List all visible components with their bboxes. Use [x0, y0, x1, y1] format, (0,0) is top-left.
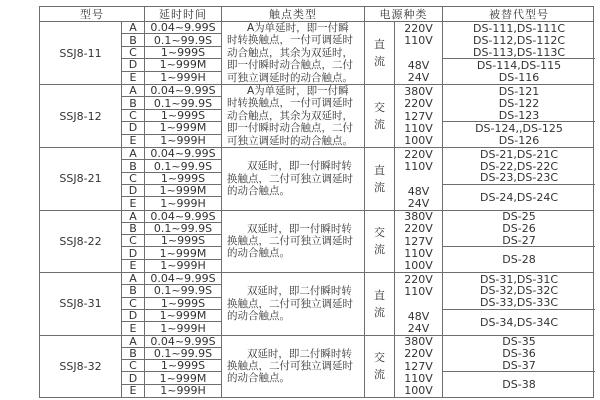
voltage-value: 110V: [404, 34, 433, 48]
model-block: [40, 147, 593, 209]
replaced-model-value: DS-112,DS-112C: [472, 33, 565, 47]
letter-cell: A: [122, 273, 145, 285]
replaced-models-cell-top: [443, 85, 595, 122]
power-type-label: 直流: [374, 288, 385, 319]
letter-cell: E: [122, 72, 145, 84]
letter-cell: A: [122, 336, 145, 348]
voltage-value: 127V: [404, 109, 433, 123]
letter-cell: C: [122, 47, 145, 59]
delay-time-cell: 0.1~99.9S: [145, 348, 222, 360]
replaced-model-value: DS-33,DS-33C: [479, 296, 558, 310]
power-type-label: 直流: [374, 38, 385, 69]
delay-time-cell: 0.04~9.99S: [145, 273, 222, 285]
delay-time-cell: 0.04~9.99S: [145, 336, 222, 348]
voltage-value: 380V: [404, 85, 433, 98]
letter-cell: A: [122, 211, 145, 223]
replaced-model-value: DS-31,DS-31C: [479, 273, 558, 286]
column-header-contact-type: 触点类型: [222, 7, 365, 21]
replaced-model-value: DS-26: [502, 222, 536, 235]
voltage-value: 48V: [407, 309, 430, 323]
voltage-cell: [395, 273, 443, 334]
power-type-cell: [365, 273, 395, 334]
contact-type-text: 双延时，即二付瞬时转换触点，二付可独立调延时的动合触点。: [227, 285, 353, 322]
letter-cell: A: [122, 85, 145, 97]
voltage-cell: [395, 22, 443, 84]
replaced-model-value: DS-126: [498, 134, 540, 148]
replaced-model-value: DS-27: [502, 233, 536, 247]
letter-cell: B: [122, 160, 145, 172]
model-cell: SSJ8-31: [40, 273, 122, 334]
voltage-value: 110V: [404, 160, 433, 173]
model-block: [40, 22, 593, 84]
delay-time-cell: 0.1~99.9S: [145, 97, 222, 109]
column-header-power-type: 电源种类: [365, 7, 443, 21]
replaced-model-value: DS-111,DS-111C: [472, 22, 565, 35]
letter-cell: E: [122, 385, 145, 397]
delay-time-cell: 1~999M: [145, 59, 222, 71]
delay-time-cell: 1~999S: [145, 360, 222, 372]
power-type-label: 直流: [374, 163, 385, 194]
voltage-value: 24V: [407, 196, 430, 210]
replaced-model-value: DS-122: [498, 96, 540, 110]
delay-time-cell: 0.1~99.9S: [145, 223, 222, 235]
letter-cell: C: [122, 110, 145, 122]
voltage-value: [395, 173, 442, 185]
table-header-row: [40, 7, 593, 22]
replaced-model-value: DS-24,DS-24C: [479, 190, 558, 204]
replaced-models-cell-bottom: [443, 185, 595, 210]
voltage-value: 100V: [404, 384, 433, 397]
replaced-models-cell-bottom: [443, 59, 595, 84]
power-type-cell: [365, 85, 395, 147]
delay-time-cell: 1~999S: [145, 173, 222, 185]
contact-type-cell: [222, 273, 365, 334]
delay-time-cell: 1~999H: [145, 260, 222, 272]
delay-time-cell: 1~999M: [145, 247, 222, 259]
voltage-value: 48V: [407, 184, 430, 198]
power-type-cell: [365, 211, 395, 272]
replaced-models-cell-bottom: [443, 247, 595, 272]
replaced-model-value: DS-34,DS-34C: [479, 315, 558, 329]
letter-cell: A: [122, 148, 145, 160]
letter-cell: D: [122, 372, 145, 384]
letter-cell: E: [122, 197, 145, 209]
model-block: [40, 84, 593, 147]
delay-time-cell: 1~999M: [145, 310, 222, 322]
power-type-cell: [365, 22, 395, 84]
delay-time-cell: 1~999M: [145, 185, 222, 197]
letter-cell: B: [122, 348, 145, 360]
replaced-model-value: DS-37: [502, 358, 536, 372]
delay-time-cell: 1~999H: [145, 322, 222, 334]
voltage-value: 24V: [407, 71, 430, 85]
voltage-value: 220V: [404, 222, 433, 236]
letter-cell: C: [122, 360, 145, 372]
voltage-value: [395, 298, 442, 310]
delay-time-cell: 0.04~9.99S: [145, 148, 222, 160]
letter-cell: D: [122, 247, 145, 259]
letter-cell: E: [122, 322, 145, 334]
delay-time-cell: 0.04~9.99S: [145, 85, 222, 97]
voltage-value: 24V: [407, 321, 430, 335]
replaced-models-cell-top: [443, 22, 595, 59]
replaced-models-cell-top: [443, 273, 595, 310]
letter-cell: D: [122, 310, 145, 322]
voltage-value: 220V: [404, 97, 433, 111]
voltage-value: 100V: [404, 134, 433, 148]
voltage-value: 100V: [404, 259, 433, 273]
replaced-model-value: DS-22,DS-22C: [479, 159, 558, 173]
model-block: [40, 210, 593, 272]
contact-type-cell: [222, 22, 365, 84]
delay-time-cell: 1~999S: [145, 47, 222, 59]
replaced-models-cell-top: [443, 148, 595, 185]
letter-cell: B: [122, 223, 145, 235]
contact-type-text: 双延时，即一付瞬时转换触点，二付可独立调延时的动合触点。: [227, 222, 353, 260]
replaced-models-cell-bottom: [443, 122, 595, 147]
model-cell: SSJ8-11: [40, 22, 122, 84]
letter-cell: D: [122, 185, 145, 197]
delay-time-cell: 1~999M: [145, 122, 222, 134]
replaced-models-cell-bottom: [443, 372, 595, 397]
replaced-model-value: DS-38: [502, 378, 536, 392]
letter-cell: A: [122, 22, 145, 34]
voltage-cell: [395, 336, 443, 397]
replaced-models-cell-top: [443, 336, 595, 373]
letter-cell: B: [122, 34, 145, 46]
replaced-models-cell-bottom: [443, 310, 595, 335]
replaced-model-value: DS-35: [502, 335, 536, 348]
contact-type-text: 双延时，即二付瞬时转换触点，二付可独立调延时的动合触点。: [227, 347, 353, 385]
letter-cell: C: [122, 173, 145, 185]
letter-cell: E: [122, 135, 145, 147]
contact-type-text: A为单延时，即一付瞬时转换触点，一付可调延时动合触点，其余为双延时，即一付瞬时动合触点，二付可独立调延时的动合触点。: [227, 85, 353, 147]
contact-type-text: A为单延时，即一付瞬时转换触点，一付可调延时动合触点，其余为双延时，即一付瞬时动合触点，二付可独立调延时的动合触点。: [227, 22, 353, 84]
model-cell: SSJ8-22: [40, 211, 122, 272]
voltage-value: 220V: [404, 148, 433, 161]
voltage-value: 110V: [404, 247, 433, 261]
letter-cell: B: [122, 285, 145, 297]
replaced-model-value: DS-23,DS-23C: [479, 171, 558, 185]
power-type-cell: [365, 336, 395, 397]
replaced-model-value: DS-114,DS-115: [476, 59, 562, 72]
voltage-value: 220V: [404, 273, 433, 286]
voltage-value: 127V: [404, 359, 433, 373]
letter-cell: C: [122, 298, 145, 310]
column-header-model: 型号: [40, 7, 145, 21]
replaced-models-cell-top: [443, 211, 595, 248]
delay-time-cell: 1~999H: [145, 385, 222, 397]
voltage-value: 127V: [404, 234, 433, 248]
delay-time-cell: 0.04~9.99S: [145, 211, 222, 223]
contact-type-cell: [222, 336, 365, 397]
column-header-replaced-model: 被替代型号: [489, 7, 549, 21]
power-type-cell: [365, 148, 395, 209]
contact-type-text: 双延时，即一付瞬时转换触点，二付可独立调延时的动合触点。: [227, 160, 353, 197]
delay-time-cell: 1~999S: [145, 235, 222, 247]
voltage-value: 220V: [404, 347, 433, 361]
replaced-model-value: DS-21,DS-21C: [479, 148, 558, 161]
replaced-model-value: DS-36: [502, 346, 536, 360]
voltage-cell: [395, 148, 443, 209]
model-cell: SSJ8-12: [40, 85, 122, 147]
voltage-value: 380V: [404, 335, 433, 349]
column-header-delay-time: 延时时间: [145, 7, 222, 21]
delay-time-cell: 1~999S: [145, 298, 222, 310]
voltage-value: 48V: [407, 58, 430, 72]
table-body: [40, 22, 593, 397]
delay-time-cell: 0.1~99.9S: [145, 160, 222, 172]
delay-time-cell: 1~999H: [145, 135, 222, 147]
power-type-label: 交流: [374, 351, 385, 382]
delay-time-cell: 1~999S: [145, 110, 222, 122]
model-cell: SSJ8-32: [40, 336, 122, 397]
replaced-model-value: DS-25: [502, 210, 536, 224]
letter-cell: E: [122, 260, 145, 272]
voltage-value: 220V: [404, 22, 433, 35]
delay-time-cell: 0.1~99.9S: [145, 285, 222, 297]
voltage-cell: [395, 211, 443, 272]
delay-time-cell: 1~999H: [145, 197, 222, 209]
letter-cell: D: [122, 59, 145, 71]
voltage-value: 110V: [404, 372, 433, 386]
replaced-model-value: DS-28: [502, 253, 536, 267]
voltage-value: 110V: [404, 284, 433, 298]
model-block: [40, 272, 593, 334]
model-cell: SSJ8-21: [40, 148, 122, 209]
voltage-value: 380V: [404, 210, 433, 224]
delay-time-cell: 1~999M: [145, 372, 222, 384]
delay-time-cell: 1~999H: [145, 72, 222, 84]
contact-type-cell: [222, 211, 365, 272]
replaced-model-value: DS-123: [498, 108, 540, 122]
relay-spec-table: [39, 6, 594, 398]
voltage-cell: [395, 85, 443, 147]
voltage-value: [395, 47, 442, 59]
contact-type-cell: [222, 85, 365, 147]
replaced-model-value: DS-113,DS-113C: [472, 45, 565, 59]
replaced-model-value: DS-116: [498, 71, 540, 85]
delay-time-cell: 0.1~99.9S: [145, 34, 222, 46]
contact-type-cell: [222, 148, 365, 209]
replaced-model-value: DS-124,,DS-125: [475, 122, 563, 135]
model-block: [40, 335, 593, 397]
letter-cell: D: [122, 122, 145, 134]
power-type-label: 交流: [374, 226, 385, 257]
delay-time-cell: 0.04~9.99S: [145, 22, 222, 34]
letter-cell: C: [122, 235, 145, 247]
power-type-label: 交流: [374, 101, 385, 132]
replaced-model-value: DS-32,DS-32C: [479, 284, 558, 298]
letter-cell: B: [122, 97, 145, 109]
replaced-model-value: DS-121: [498, 85, 540, 98]
voltage-value: 110V: [404, 121, 433, 135]
